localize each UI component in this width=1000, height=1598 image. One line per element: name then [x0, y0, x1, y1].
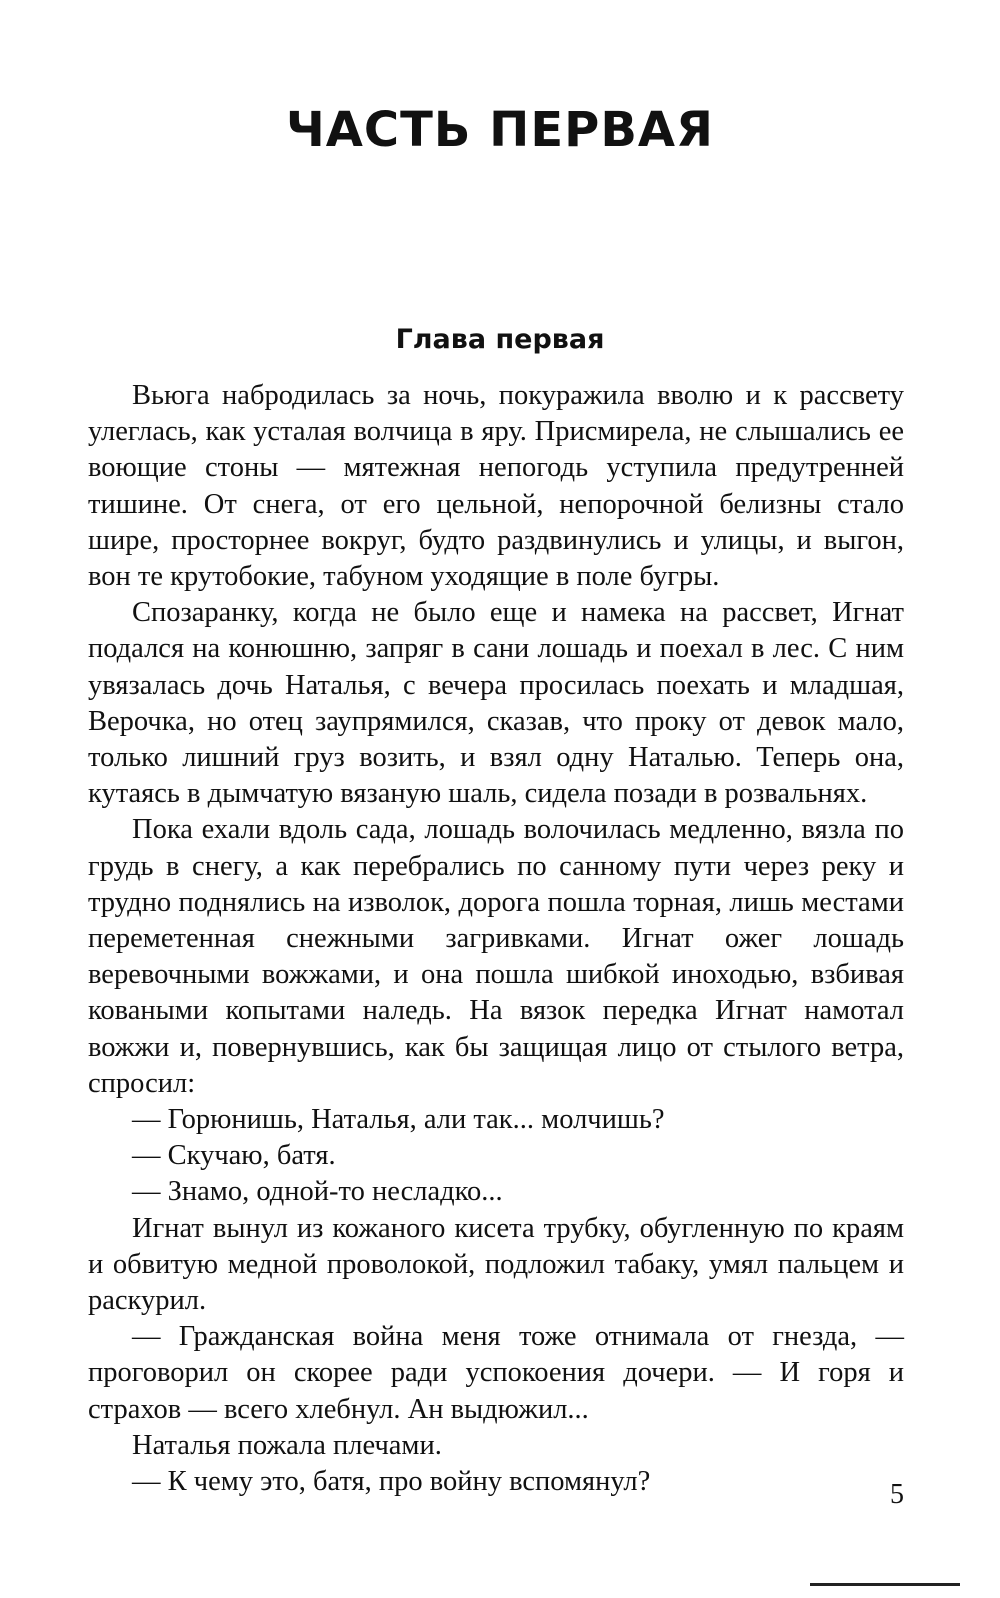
page-number: 5 [890, 1479, 904, 1510]
dialogue-line-5: — К чему это, батя, про войну вспомянул? [132, 1466, 651, 1498]
paragraph-5: Наталья пожала плечами. [132, 1429, 442, 1461]
paragraph-1: Вьюга набродилась за ночь, покуражила вволю и к рассвету улеглась, как усталая волчица в яру. Присмирела, не слышались ее воющие стоны — мятежная непогодь уступила предутренней тишине. От снега, от его цельной, непорочной белизны стало шире, просторнее вокруг, будто раздвинулись и улицы, и выгон, вон те крутобокие, табуном уходящие в поле бугры. [88, 380, 904, 593]
paragraph-4: Игнат вынул из кожаного кисета трубку, обугленную по краям и обвитую медной проволокой, подложил табаку, умял пальцем и раскурил. [88, 1212, 904, 1317]
bottom-rule [810, 1583, 960, 1586]
dialogue-line-1: — Горюнишь, Наталья, али так... молчишь? [132, 1104, 665, 1136]
paragraph-3: Пока ехали вдоль сада, лошадь волочилась медленно, вязла по грудь в снегу, а как перебрались по санному пути через реку и трудно поднялись на изволок, дорога пошла торная, лишь местами переметенная снежными загривками. Игнат ожег лошадь веревочными вожжами, и она пошла шибкой иноходью, взбивая коваными копытами наледь. На вязок передка Игнат намотал вожжи и, повернувшись, как бы защищая лицо от стылого ветра, спросил: [88, 814, 904, 1099]
paragraph-2: Спозаранку, когда не было еще и намека на рассвет, Игнат подался на конюшню, запряг в сани лошадь и поехал в лес. С ним увязалась дочь Наталья, с вечера просилась поехать и младшая, Верочка, но отец заупрямился, сказав, что проку от девок мало, только лишний груз возить, и взял одну Наталью. Теперь она, кутаясь в дымчатую вязаную шаль, сидела позади в розвальнях. [88, 597, 904, 810]
dialogue-line-4: — Гражданская война меня тоже отнимала от гнезда, — проговорил он скорее ради успокоения дочери. — И горя и страхов — всего хлебнул. Ан выдюжил... [88, 1321, 904, 1425]
dialogue-line-3: — Знамо, одной-то несладко... [132, 1176, 503, 1208]
part-title: ЧАСТЬ ПЕРВАЯ [285, 102, 715, 158]
chapter-title: Глава первая [395, 324, 605, 355]
dialogue-line-2: — Скучаю, батя. [132, 1140, 336, 1172]
chapter-body [88, 378, 904, 1500]
